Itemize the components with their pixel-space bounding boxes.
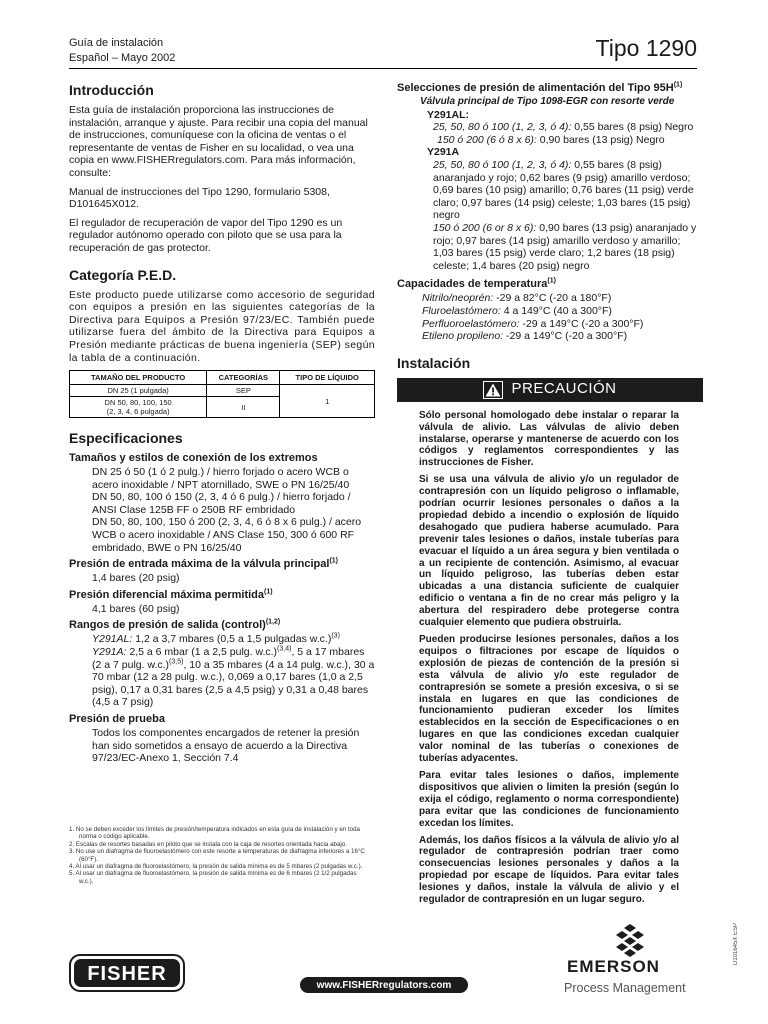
caution-banner — [397, 378, 703, 402]
temp-row: Nitrilo/neoprén: -29 a 82°C (-20 a 180°F) — [422, 292, 612, 305]
language-date: Español – Mayo 2002 — [69, 52, 176, 64]
supply-y291al-list — [397, 121, 703, 146]
emerson-subtitle: Process Management — [564, 981, 686, 995]
ped-size-line: DN 50, 80, 100, 150 — [104, 398, 172, 408]
guide-label: Guía de instalación — [69, 37, 164, 49]
sizes-heading: Tamaños y estilos de conexión de los extremos — [69, 452, 318, 465]
intro-paragraph-3: El regulador de recuperación de vapor del Tipo 1290 es un regulador autónomo operado con piloto que se usa para la recuperación de gas protector. — [69, 216, 343, 254]
footnote: 3. No use un diafragma de fluoroelastómero con este resorte a temperaturas de diafragma inferiores a 16°C (60°F). — [69, 848, 365, 863]
diff-heading: Presión diferencial máxima permitida$^{(1)}$ — [69, 588, 273, 601]
supply-heading: Selecciones de presión de alimentación del Tipo $95H^{(1)}$ — [397, 81, 683, 94]
left-column — [69, 82, 375, 767]
install-heading: Instalación — [397, 354, 471, 371]
ped-size-cell: DN 25 (1 pulgada) — [70, 385, 207, 397]
caution-paragraph: Si se usa una válvula de alivio y/o un regulador de contrapresión con un líquido peligroso o inflamable, podrían ocurrir lesiones personales o daños a la propiedad debido a incendio o explosión de líquido desahogado que pudiera haberse acumulado. Para prevenir tales lesiones o daños, instale tuberías para evacuar el líquido a un área segura y bien ventilada o a un recipiente de contención. Asimismo, al evacuar un líquido peligroso, las tuberías deben estar ubicadas a una distancia suficiente de cualquier edificio o ventana a fin de no crear más peligro y la abertura del respiradero debe protegerse contra cualquier elemento que pudiera obstruirla. — [419, 474, 679, 629]
warning-icon — [483, 381, 503, 399]
ped-category-cell: II — [207, 397, 280, 418]
fisher-logo-text: FISHER — [87, 963, 167, 985]
ped-heading: Categoría P.E.D. — [69, 266, 177, 283]
test-value: Todos los componentes encargados de retener la presión han sido sometidos a ensayo de acuerdo a la Directiva 97/23/EC-Anexo 1, Sección 7.4 — [92, 727, 360, 765]
sizes-block — [69, 466, 375, 554]
test-heading: Presión de prueba — [69, 713, 165, 725]
intro-paragraph-2: Manual de instrucciones del Tipo 1290, formulario 5308, D101645X012. — [69, 185, 330, 211]
ped-col-size: TAMAÑO DEL PRODUCTO — [70, 371, 207, 385]
caution-paragraph: Pueden producirse lesiones personales, daños a los equipos o filtraciones por escape de líquidos o explosión de piezas de contención de la presión si esta válvula de alivio y/o este regulador de contrapresión se somete a presión excesiva, o si se instala en lugares en que las condiciones de funcionamiento pudieran exceder los límites establecidos en la sección de Especificaciones o en lugares en que las condiciones excedan cualquier valor nominal de las tuberías o conexiones de tuberías adyacentes. — [419, 634, 679, 765]
caution-body — [397, 410, 703, 906]
specs-heading: Especificaciones — [69, 430, 183, 447]
temp-heading: Capacidades de temperatura$^{(1)}$ — [397, 277, 556, 291]
supply-row: 150 ó 200 (6 or 8 x 6): 0,90 bares (13 psig) anaranjado y rojo; 0,97 bares (14 psig) amarillo verdoso y amarillo; 1,03 bares (15 psig) verde claro; 1,2 bares (18 psig) celeste; 1,4 bares (20 psig) negro — [433, 221, 697, 272]
ped-col-category: CATEGORÍAS — [207, 371, 280, 385]
emerson-mark-icon — [614, 924, 646, 958]
ped-table — [69, 370, 375, 418]
temp-row: Fluroelastómero: 4 a 149°C (40 a 300°F) — [422, 304, 612, 317]
inlet-value: 1,4 bares (20 psig) — [92, 572, 180, 585]
intro-heading: Introducción — [69, 82, 154, 98]
temp-list — [397, 292, 703, 342]
supply-y291al-heading: Y291AL: — [427, 108, 470, 121]
sizes-line: DN 50, 80, 100, 150 ó 200 (2, 3, 4, 6 ó 8 x 6 pulg.) / acero WCB o acero inoxidable / ANS Clase 150, 300 ó 600 RF embridado, BWE o PN 16/25/40 — [92, 516, 362, 554]
fisher-logo — [69, 954, 185, 992]
supply-y291a-heading: Y291A — [427, 146, 460, 159]
supply-row: 25, 50, 80 ó 100 (1, 2, 3, ó 4): 0,55 bares (8 psig) Negro — [433, 121, 694, 134]
ped-category-cell: SEP — [207, 385, 280, 397]
ped-col-fluid: TIPO DE LÍQUIDO — [280, 371, 375, 385]
supply-y291a-list — [397, 159, 703, 272]
inlet-heading: Presión de entrada máxima de la válvula principal$^{(1)}$ — [69, 557, 339, 571]
temp-row: Etileno propileno: -29 a 149°C (-20 a 300°F) — [422, 330, 628, 343]
outlet-y291al: Y291AL: 1,2 a 3,7 mbares (0,5 a 1,5 pulgadas w.c.)$^{(3)}$ — [92, 632, 340, 646]
footnote: 4. Al usar un diafragma de fluoroelastómero, la presión de salida mínima es de 5 mbares (2 pulgadas w.c.). — [69, 863, 363, 871]
supply-subheading: Válvula principal de Tipo 1098-EGR con resorte verde — [420, 96, 675, 107]
table-row — [70, 385, 375, 397]
ped-paragraph: Este producto puede utilizarse como accesorio de seguridad con equipos a presión en las siguientes categorías de la Directiva para Equipos a Presión 97/23/EC. También puede utilizarse fuera del ámbito de la Directiva para Equipos a Presión mediante prácticas de buena ingeniería (SEP) según la tabla de a continuación. — [69, 288, 375, 364]
document-number: D101645X ESP — [733, 922, 739, 965]
caution-paragraph: Para evitar tales lesiones o daños, implemente dispositivos que alivien o limiten la presión (según lo exija el código, reglamento o norma correspondiente) para evitar que las condiciones de funcionamiento excedan los límites. — [419, 769, 679, 829]
sizes-line: DN 50, 80, 100 ó 150 (2, 3, 4 ó 6 pulg.) / hierro forjado / ANSI Clase 125B FF o 250B RF embridado — [92, 491, 351, 516]
ped-fluid-cell: 1 — [280, 385, 375, 418]
caution-label: PRECAUCIÓN — [511, 380, 617, 398]
footnote: 2. Escalas de resortes basadas en piloto que se instala con la caja de resortes orientada hacia abajo. — [69, 840, 347, 848]
outlet-block — [69, 633, 375, 709]
diff-value: 4,1 bares (60 psig) — [92, 602, 180, 615]
outlet-y291a: Y291A: 2,5 a 6 mbar (1 a 2,5 pulg. w.c.)$^{(3,4)}$, 5 a 17 mbares (2 a 7 pulg. w.c.)$^{(3,5)}$, 10 a 35 mbares (4 a 14 pulg. w.c.), 30 a 70 mbar (12 a 28 pulg. w.c.), 0,069 a 0,17 bares (1,0 a 2,5 psig), 0,17 a 0,31 bares (2,5 a 4,5 psig) y 0,31 a 0,48 bares (4,5 a 7 psig) — [92, 645, 375, 709]
website-link[interactable]: www.FISHERregulators.com — [300, 977, 468, 993]
header-rule — [69, 68, 697, 69]
ped-size-line: (2, 3, 4, 6 pulgada) — [106, 407, 170, 417]
footnotes — [69, 826, 369, 885]
right-column — [397, 82, 703, 911]
footnote: 5. Al usar un diafragma de fluoroelastómero, la presión de salida mínima es de 6 mbares (2 1/2 pulgadas w.c.). — [69, 870, 357, 885]
header-left — [69, 36, 175, 66]
supply-row: 150 ó 200 (6 ó 8 x 6): 0,90 bares (13 psig) Negro — [437, 133, 665, 146]
page-title: Tipo 1290 — [595, 35, 697, 61]
ped-table-header — [70, 371, 375, 385]
sizes-line: DN 25 ó 50 (1 ó 2 pulg.) / hierro forjado o acero WCB o acero inoxidable / NPT atornillado, SWE o PN 16/25/40 — [92, 466, 350, 491]
emerson-wordmark: EMERSON — [567, 957, 660, 976]
ped-size-cell — [70, 397, 207, 418]
caution-paragraph: Sólo personal homologado debe instalar o reparar la válvula de alivio. Las válvulas de alivio deben instalarse, operarse y mantenerse de acuerdo con los códigos y reglamentos correspondientes y las instrucciones de Fisher. — [419, 409, 679, 469]
intro-paragraph-1: Esta guía de instalación proporciona las instrucciones de instalación, arranque y ajuste. Para recibir una copia del manual de instrucciones, comuníquese con la oficina de ventas o el representante de ventas de Fisher en su localidad, o vea una copia en www.FISHERregulators.com. Para más información, consulte: — [69, 104, 368, 179]
outlet-heading: Rangos de presión de salida (control)$^{(1,2)}$ — [69, 618, 281, 632]
caution-paragraph: Además, los daños físicos a la válvula de alivio y/o al regulador de contrapresión podrían traer como consecuencias lesiones personales y daños a la propiedad por escape de líquidos. Para evitar tales lesiones y daños, instale la válvula de alivio y el regulador de contrapresión en un lugar seguro. — [419, 834, 679, 906]
supply-row: 25, 50, 80 ó 100 (1, 2, 3, ó 4): 0,55 bares (8 psig) anaranjado y rojo; 0,62 bares (9 psig) amarillo verdoso; 0,69 bares (10 psig) amarillo; 0,76 bares (11 psig) verde claro; 0,97 bares (14 psig) celeste; 1,03 bares (15 psig) negro — [433, 158, 694, 222]
temp-row: Perfluoroelastómero: -29 a 149°C (-20 a 300°F) — [422, 317, 644, 330]
footnote: 1. No se deben exceder los límites de presión/temperatura indicados en esta guía de instalación y en toda norma o código aplicable. — [69, 826, 360, 841]
